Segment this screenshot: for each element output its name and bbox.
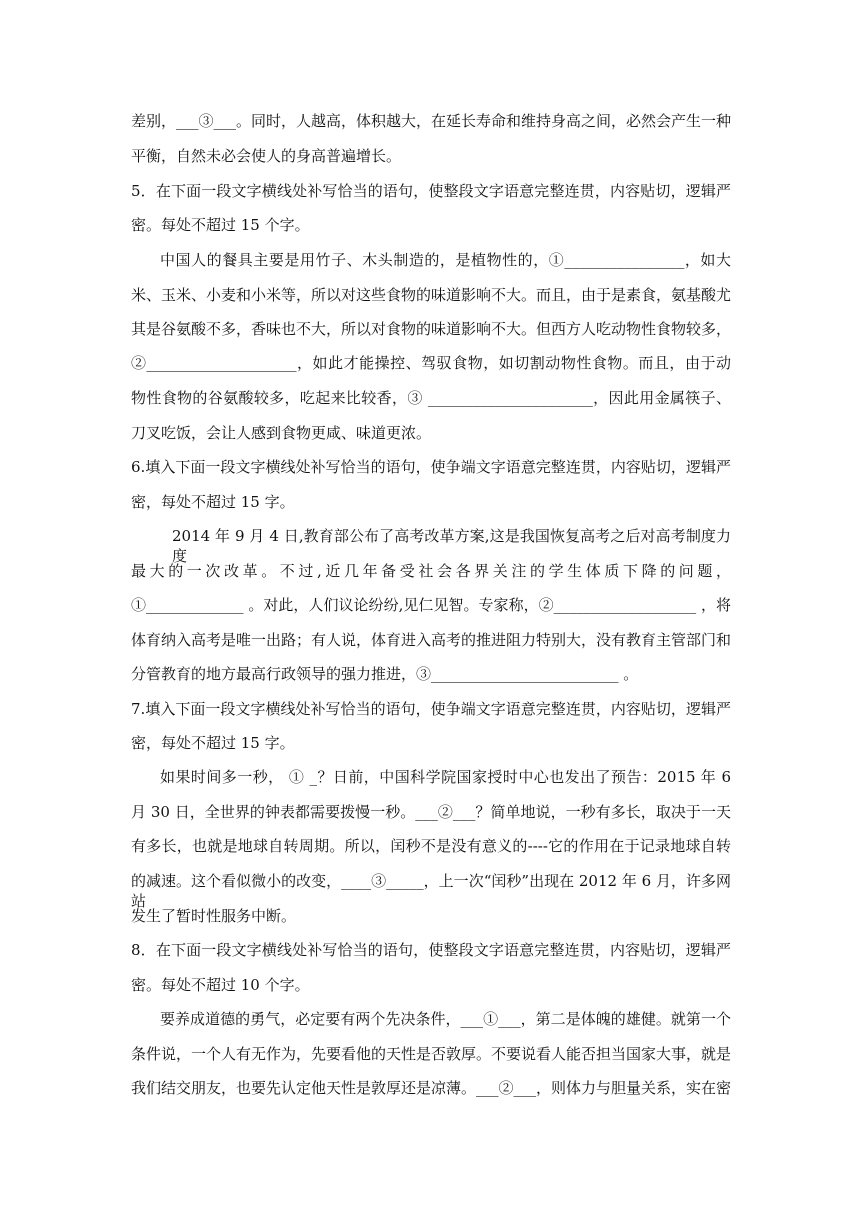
- question-5-passage: 刀叉吃饭，会让人感到食物更咸、味道更浓。: [131, 424, 432, 442]
- question-6-passage: 分管教育的地方最高行政领导的强力推进，③_________________________ 。: [131, 665, 639, 683]
- question-7-passage: 的减速。这个看似微小的改变，____③_____，上一次“闰秒”出现在 2012 年 6 月，许多网站: [131, 872, 731, 910]
- question-7-passage: 发生了暂时性服务中断。: [131, 907, 297, 925]
- question-5-passage: 其是谷氨酸不多，香味也不大，所以对食物的味道影响不大。但西方人吃动物性食物较多，: [131, 320, 731, 338]
- question-7-passage: 有多长，也就是地球自转周期。所以，闰秒不是没有意义的----它的作用在于记录地球自转: [131, 837, 731, 855]
- question-5-prompt: 密。每处不超过 15 个字。: [131, 216, 310, 234]
- question-7-passage: 如果时间多一秒， ① _？日前，中国科学院国家授时中心也发出了预告：2015 年 6: [160, 768, 731, 786]
- question-5-passage: ②____________________，如此才能操控、驾驭食物，如切割动物性食物。而且，由于动: [131, 354, 731, 372]
- question-5-passage: 中国人的餐具主要是用竹子、木头制造的，是植物性的，①________________，如大: [160, 251, 731, 269]
- question-8-passage: 条件说，一个人有无作为，先要看他的天性是否敦厚。不要说看人能否担当国家大事，就是: [131, 1045, 731, 1063]
- question-8-passage: 要养成道德的勇气，必定要有两个先决条件，___①___，第二是体魄的雄健。就第一个: [160, 1010, 731, 1028]
- question-7-prompt: 密，每处不超过 15 字。: [131, 734, 295, 752]
- text-line: 差别，___③___。同时，人越高，体积越大，在延长寿命和维持身高之间，必然会产生一种: [131, 112, 731, 130]
- question-6-passage: ①_____________ 。对此，人们议论纷纷,见仁见智。专家称，②___________________ ，将: [131, 596, 731, 614]
- question-6-passage: 2014 年 9 月 4 日,教育部公布了高考改革方案,这是我国恢复高考之后对高考制度力度: [172, 527, 731, 565]
- question-6-prompt: 6.填入下面一段文字横线处补写恰当的语句，使争端文字语意完整连贯，内容贴切，逻辑严: [131, 458, 731, 476]
- question-6-passage: 最大的一次改革。不过,近几年备受社会各界关注的学生体质下降的问题，: [131, 562, 731, 580]
- text-line: 平衡，自然未必会使人的身高普遍增长。: [131, 147, 402, 165]
- question-7-passage: 月 30 日，全世界的钟表都需要拨慢一秒。___②___？简单地说，一秒有多长，取决于一天: [131, 803, 731, 821]
- question-6-passage: 体育纳入高考是唯一出路；有人说，体育进入高考的推进阻力特别大，没有教育主管部门和: [131, 631, 731, 649]
- question-5-passage: 物性食物的谷氨酸较多，吃起来比较香，③ ______________________，因此用金属筷子、: [131, 389, 731, 407]
- question-8-prompt: 密。每处不超过 10 个字。: [131, 976, 310, 994]
- question-8-prompt: 8．在下面一段文字横线处补写恰当的语句，使整段文字语意完整连贯，内容贴切，逻辑严: [131, 941, 731, 959]
- question-8-passage: 我们结交朋友，也要先认定他天性是敦厚还是凉薄。___②___，则体力与胆量关系，实在密: [131, 1079, 731, 1097]
- question-5-passage: 米、玉米、小麦和小米等，所以对这些食物的味道影响不大。而且，由于是素食，氨基酸尤: [131, 286, 731, 304]
- question-5-prompt: 5．在下面一段文字横线处补写恰当的语句，使整段文字语意完整连贯，内容贴切，逻辑严: [131, 182, 731, 200]
- question-7-prompt: 7.填入下面一段文字横线处补写恰当的语句，使争端文字语意完整连贯，内容贴切，逻辑严: [131, 700, 731, 718]
- question-6-prompt: 密，每处不超过 15 字。: [131, 493, 295, 511]
